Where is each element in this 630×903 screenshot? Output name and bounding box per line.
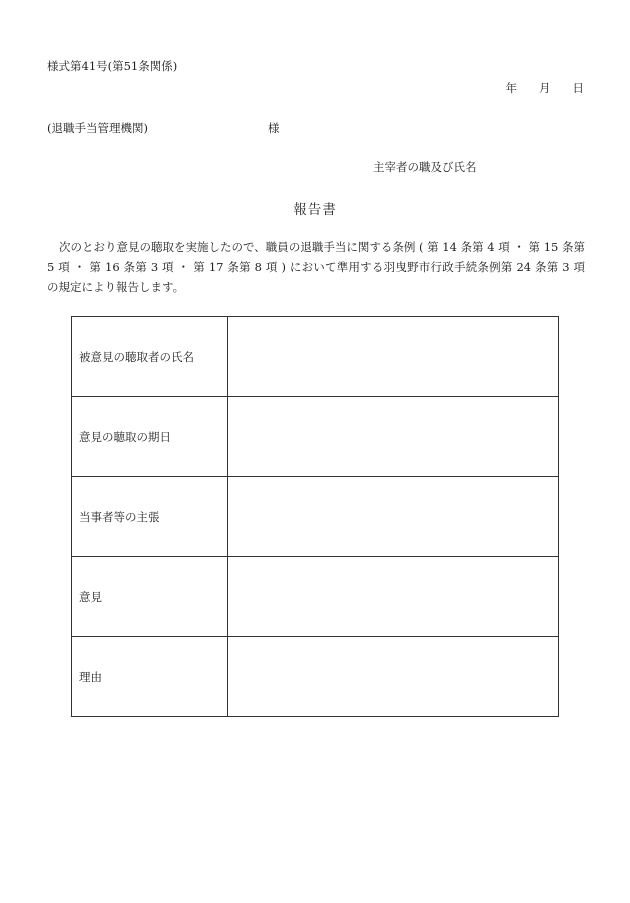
date-day-label: 日 bbox=[572, 81, 584, 95]
date-year-label: 年 bbox=[505, 81, 517, 95]
table-row bbox=[72, 397, 559, 477]
addressee-honorific: 様 bbox=[268, 121, 280, 135]
table-row bbox=[72, 557, 559, 637]
row-value-party-claims[interactable] bbox=[228, 477, 559, 557]
date-month-label: 月 bbox=[539, 81, 551, 95]
report-table bbox=[71, 316, 559, 717]
row-value-reason[interactable] bbox=[228, 637, 559, 717]
row-label-reason: 理由 bbox=[72, 637, 228, 717]
row-value-opinion[interactable] bbox=[228, 557, 559, 637]
date-line bbox=[506, 80, 585, 96]
table-row bbox=[72, 477, 559, 557]
addressee-agency: (退職手当管理機関) bbox=[47, 121, 148, 135]
document-title: 報告書 bbox=[293, 202, 337, 218]
reporter-title-name: 主宰者の職及び氏名 bbox=[373, 160, 477, 174]
table-row bbox=[72, 317, 559, 397]
row-label-hearing-date: 意見の聴取の期日 bbox=[72, 397, 228, 477]
table-row bbox=[72, 637, 559, 717]
form-number: 様式第41号(第51条関係) bbox=[47, 59, 178, 73]
row-label-opinion: 意見 bbox=[72, 557, 228, 637]
row-label-hearing-person: 被意見の聴取者の氏名 bbox=[72, 317, 228, 397]
row-value-hearing-person[interactable] bbox=[228, 317, 559, 397]
row-value-hearing-date[interactable] bbox=[228, 397, 559, 477]
body-paragraph: 次のとおり意見の聴取を実施したので、職員の退職手当に関する条例 ( 第 14 条第 4 項 ・ 第 15 条第 5 項 ・ 第 16 条第 3 項 ・ 第 17 条第 8 項 ) において準用する羽曳野市行政手続条例第 24 条第 3 項の規定により報告します。 bbox=[47, 240, 585, 294]
row-label-party-claims: 当事者等の主張 bbox=[72, 477, 228, 557]
